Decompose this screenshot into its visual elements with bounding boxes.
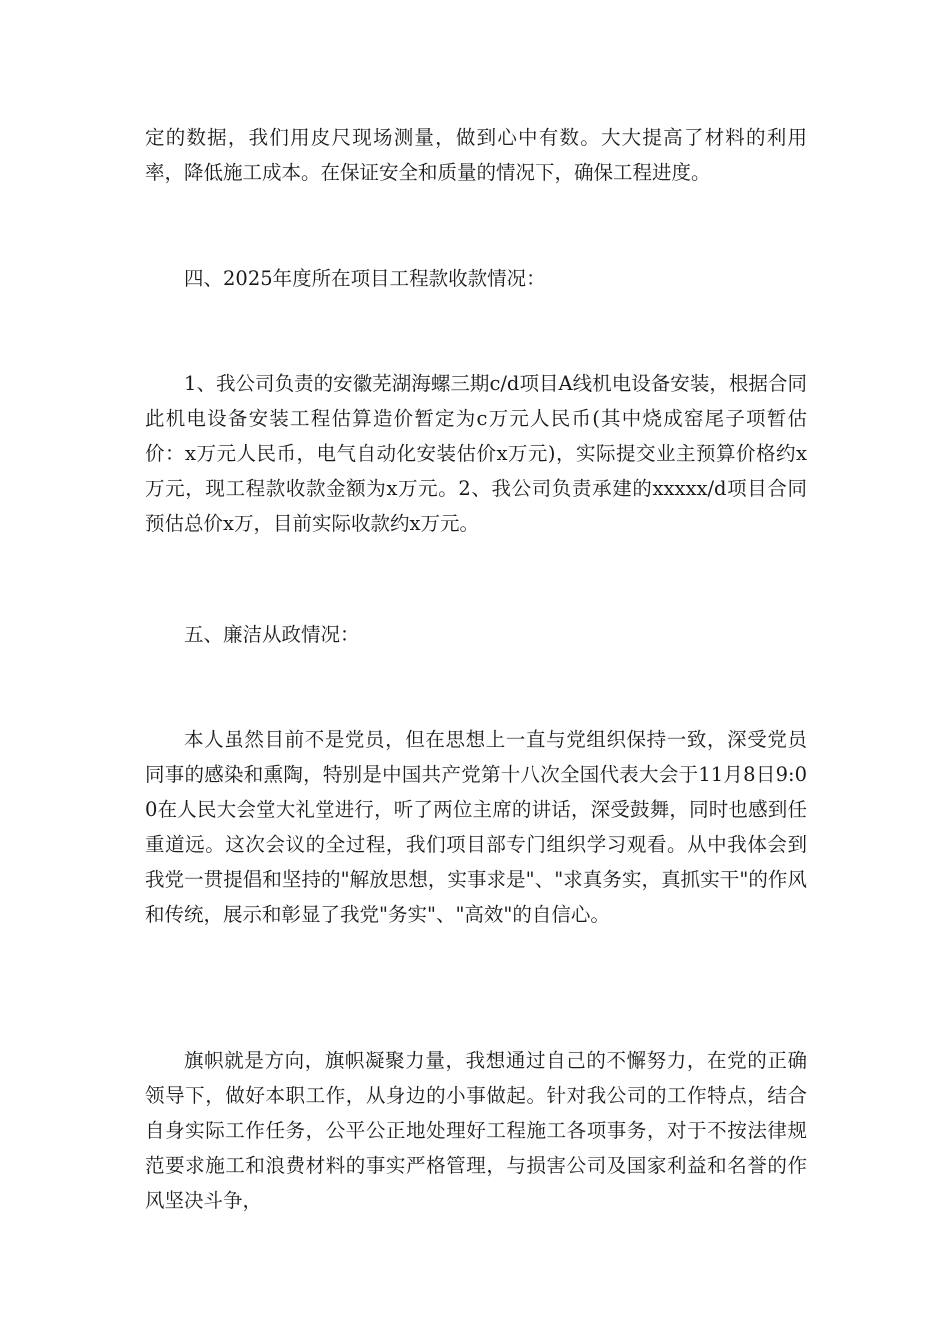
paragraph-intro: 定的数据，我们用皮尺现场测量，做到心中有数。大大提高了材料的利用率，降低施工成本。在保证安全和质量的情况下，确保工程进度。 — [145, 126, 807, 184]
section-heading-four: 四、2025年度所在项目工程款收款情况： — [184, 267, 546, 290]
paragraph-payment: 1、我公司负责的安徽芜湖海螺三期c/d项目A线机电设备安装，根据合同此机电设备安装工程估算造价暂定为c万元人民币(其中烧成窑尾子项暂估价：x万元人民币，电气自动化安装估价x万元)，实际提交业主预算价格约x万元，现工程款收款金额为x万元。2、我公司负责承建的xxxxx/d项目合同预估总价x万，目前实际收款约x万元。 — [145, 372, 807, 535]
paragraph-integrity: 本人虽然目前不是党员，但在思想上一直与党组织保持一致，深受党员同事的感染和熏陶，特别是中国共产党第十八次全国代表大会于11月8日9:00在人民大会堂大礼堂进行，听了两位主席的讲话，深受鼓舞，同时也感到任重道远。这次会议的全过程，我们项目部专门组织学习观看。从中我体会到我党一贯提倡和坚持的"解放思想，实事求是"、"求真务实，真抓实干"的作风和传统，展示和彰显了我党"务实"、"高效"的自信心。 — [145, 728, 807, 926]
paragraph-banner: 旗帜就是方向，旗帜凝聚力量，我想通过自己的不懈努力，在党的正确领导下，做好本职工作，从身边的小事做起。针对我公司的工作特点，结合自身实际工作任务，公平公正地处理好工程施工各项事务，对于不按法律规范要求施工和浪费材料的事实严格管理，与损害公司及国家利益和名誉的作风坚决斗争， — [145, 1049, 807, 1212]
section-heading-five: 五、廉洁从政情况： — [184, 623, 360, 646]
